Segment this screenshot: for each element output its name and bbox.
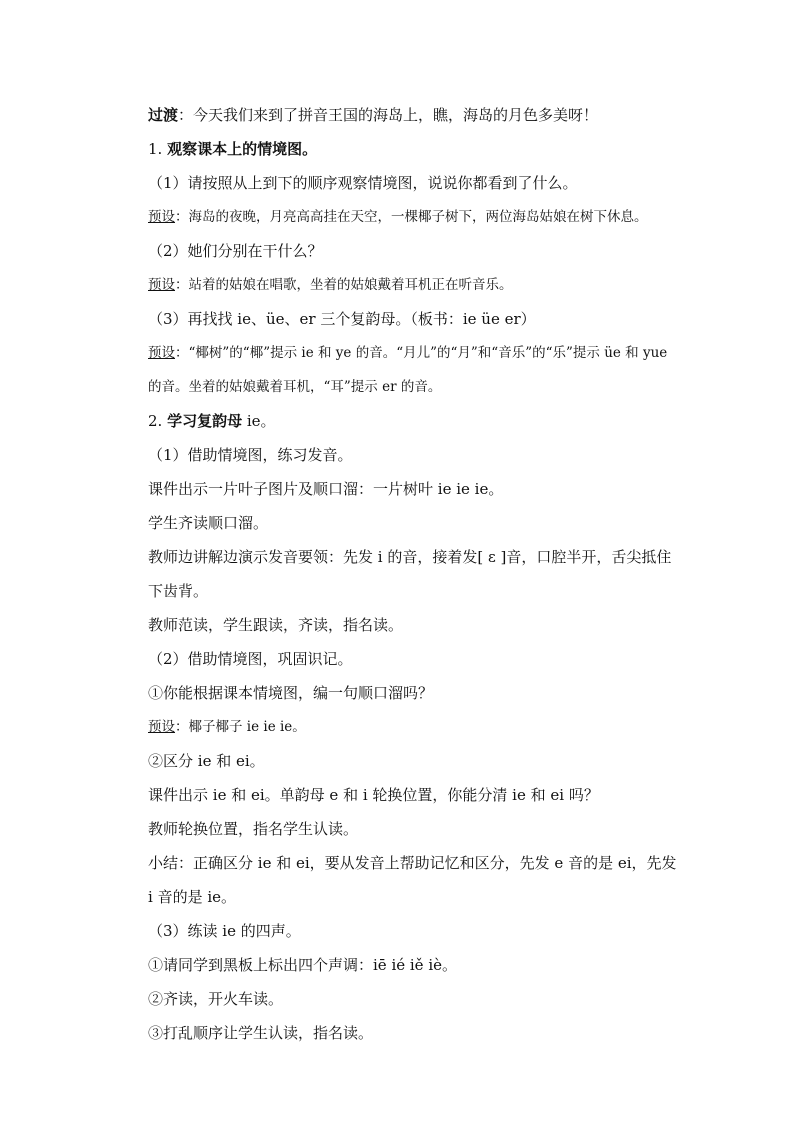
preset-label: 预设 <box>148 277 175 293</box>
preset-text: ：椰子椰子 ie ie ie。 <box>175 719 306 735</box>
teacher-swap: 教师轮换位置，指名学生认读。 <box>148 820 359 838</box>
transition-text: ：今天我们来到了拼音王国的海岛上，瞧，海岛的月色多美呀！ <box>178 106 599 124</box>
preset-text: ：海岛的夜晚，月亮高高挂在天空，一棵椰子树下，两位海岛姑娘在树下休息。 <box>175 209 648 225</box>
section-2-title: 学习复韵母 <box>167 412 243 430</box>
section-1-heading <box>120 132 680 166</box>
students-read: 学生齐读顺口溜。 <box>148 514 269 532</box>
preset-3 <box>120 336 680 404</box>
courseware-1: 课件出示一片叶子图片及顺口溜：一片树叶 ie ie ie。 <box>148 480 504 498</box>
item-1: ①你能根据课本情境图，编一句顺口溜吗？ <box>148 684 434 702</box>
transition-label: 过渡 <box>148 106 179 124</box>
teacher-read: 教师范读，学生跟读，齐读，指名读。 <box>148 616 404 634</box>
item-5: ③打乱顺序让学生认读，指名读。 <box>148 1024 374 1042</box>
preset-label: 预设 <box>148 209 175 225</box>
step-2: （2）借助情境图，巩固识记。 <box>148 650 353 668</box>
preset-label: 预设 <box>148 719 175 735</box>
question-2: （2）她们分别在干什么？ <box>148 242 323 260</box>
section-2-tail: ie。 <box>242 412 276 430</box>
section-1-title: 观察课本上的情境图。 <box>167 140 318 158</box>
question-1: （1）请按照从上到下的顺序观察情境图，说说你都看到了什么。 <box>148 174 578 192</box>
section-2-heading <box>120 404 680 438</box>
question-3: （3）再找找 ie、üe、er 三个复韵母。（板书：ie üe er） <box>148 310 536 328</box>
preset-4 <box>120 710 680 744</box>
item-4: ②齐读，开火车读。 <box>148 990 284 1008</box>
item-3: ①请同学到黑板上标出四个声调：iē ié iě iè。 <box>148 956 458 974</box>
transition-line <box>120 98 680 132</box>
preset-text: ：站着的姑娘在唱歌，坐着的姑娘戴着耳机正在听音乐。 <box>175 277 513 293</box>
preset-1 <box>120 200 680 234</box>
courseware-2: 课件出示 ie 和 ei。单韵母 e 和 i 轮换位置，你能分清 ie 和 ei 吗？ <box>148 786 599 804</box>
teacher-demo: 教师边讲解边演示发音要领：先发 i 的音，接着发[ ɛ ]音，口腔半开，舌尖抵住下齿背。 <box>148 548 672 600</box>
section-1-number: 1. <box>148 140 163 158</box>
preset-label: 预设 <box>148 345 175 361</box>
summary: 小结：正确区分 ie 和 ei，要从发音上帮助记忆和区分，先发 e 音的是 ei，先发 i 音的是 ie。 <box>148 854 677 906</box>
section-2-number: 2. <box>148 412 163 430</box>
step-1: （1）借助情境图，练习发音。 <box>148 446 353 464</box>
preset-text: ：“椰树”的“椰”提示 ie 和 ye 的音。“月儿”的“月”和“音乐”的“乐”提示 üe 和 yue 的音。坐着的姑娘戴着耳机，“耳”提示 er 的音。 <box>148 345 668 395</box>
preset-2 <box>120 268 680 302</box>
item-2: ②区分 ie 和 ei。 <box>148 752 265 770</box>
lesson-content <box>120 98 680 1050</box>
step-3: （3）练读 ie 的四声。 <box>148 922 301 940</box>
